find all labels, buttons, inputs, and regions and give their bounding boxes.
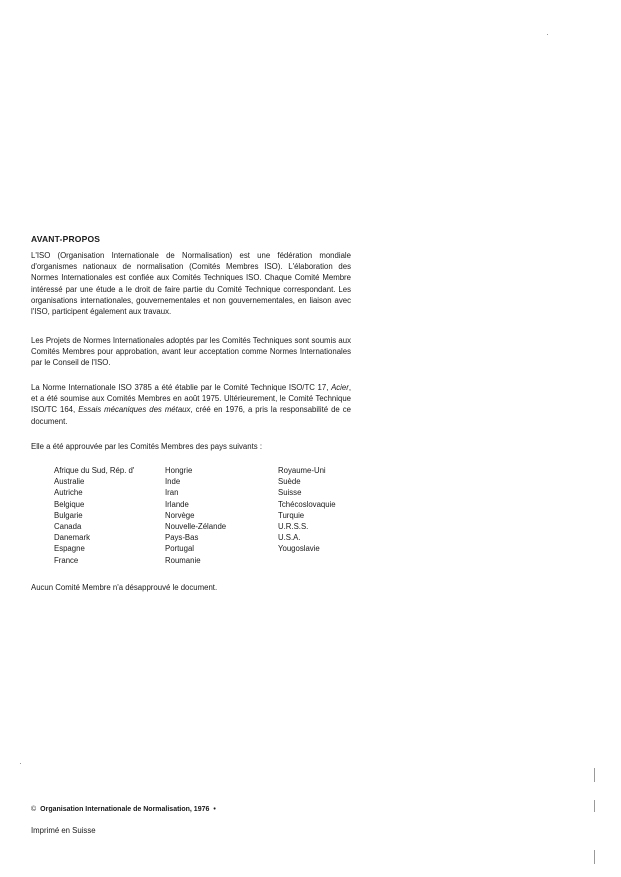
countries-intro: Elle a été approuvée par les Comités Membres des pays suivants : <box>31 442 262 451</box>
country-item: Suisse <box>278 488 302 498</box>
margin-mark <box>594 850 595 864</box>
standard-history-paragraph <box>31 382 351 427</box>
history-text-2: , et a été soumise aux Comités Membres en août 1975. Ultérieurement, le Comité Technique ISO/TC 164, <box>31 383 351 415</box>
country-item: Pays-Bas <box>165 533 199 543</box>
country-item: U.R.S.S. <box>278 522 309 532</box>
history-text-1: La Norme Internationale ISO 3785 a été établie par le Comité Technique ISO/TC 17, <box>31 383 332 392</box>
country-item: Danemark <box>54 533 90 543</box>
country-item: Bulgarie <box>54 510 83 520</box>
printed-in: Imprimé en Suisse <box>31 826 96 835</box>
country-item: U.S.A. <box>278 533 301 543</box>
country-item: Iran <box>165 488 179 498</box>
margin-mark <box>594 800 595 812</box>
country-item: Nouvelle-Zélande <box>165 522 227 532</box>
country-item: Portugal <box>165 544 195 554</box>
committee-name-steel: Acier <box>331 383 349 392</box>
section-heading: AVANT-PROPOS <box>31 234 101 244</box>
country-column-1 <box>54 465 165 566</box>
country-item: Roumanie <box>165 555 201 565</box>
country-item: Belgique <box>54 499 85 509</box>
copyright-symbol: © <box>31 806 37 813</box>
country-item: Autriche <box>54 488 83 498</box>
country-item: Turquie <box>278 510 305 520</box>
country-item: Hongrie <box>165 466 193 475</box>
copyright-line <box>31 806 216 813</box>
scan-speck <box>20 763 21 764</box>
country-item: Royaume-Uni <box>278 466 326 475</box>
country-item: Norvège <box>165 510 195 520</box>
approval-paragraph: Les Projets de Normes Internationales adoptés par les Comités Techniques sont soumis aux Comités Membres pour approbation, avant leur acceptation comme Normes Internationales par le Conseil de l'ISO. <box>31 336 351 368</box>
country-item: Tchécoslovaquie <box>278 499 336 509</box>
committee-name-mechanical-tests: Essais mécaniques des métaux <box>78 405 191 415</box>
margin-mark <box>594 768 595 782</box>
country-item: Espagne <box>54 544 85 554</box>
country-item: France <box>54 555 79 565</box>
country-column-2 <box>165 465 278 566</box>
country-item: Australie <box>54 477 85 487</box>
closing-statement: Aucun Comité Membre n'a désapprouvé le document. <box>31 583 218 592</box>
country-list <box>54 465 388 566</box>
country-column-3 <box>278 465 388 566</box>
intro-paragraph: L'ISO (Organisation Internationale de Normalisation) est une fédération mondiale d'organismes nationaux de normalisation (Comités Membres ISO). L'élaboration des Normes Internationales est confiée aux Comités Techniques ISO. Chaque Comité Membre intéressé par une étude a le droit de faire partie du Comité Technique correspondant. Les organisations internationales, gouvernementales et non gouvernementales, en liaison avec l'ISO, participent également aux travaux. <box>31 251 351 317</box>
country-item: Afrique du Sud, Rép. d' <box>54 466 135 475</box>
bullet-icon: • <box>213 806 216 813</box>
country-item: Yougoslavie <box>278 544 320 554</box>
history-text-3: , créé en 1976, a pris la responsabilité de ce document. <box>31 405 352 426</box>
country-item: Irlande <box>165 499 189 509</box>
country-item: Suède <box>278 477 301 487</box>
country-item: Canada <box>54 522 82 532</box>
scan-speck <box>547 34 548 35</box>
country-item: Inde <box>165 477 181 487</box>
copyright-text: Organisation Internationale de Normalisation, 1976 <box>40 806 210 813</box>
